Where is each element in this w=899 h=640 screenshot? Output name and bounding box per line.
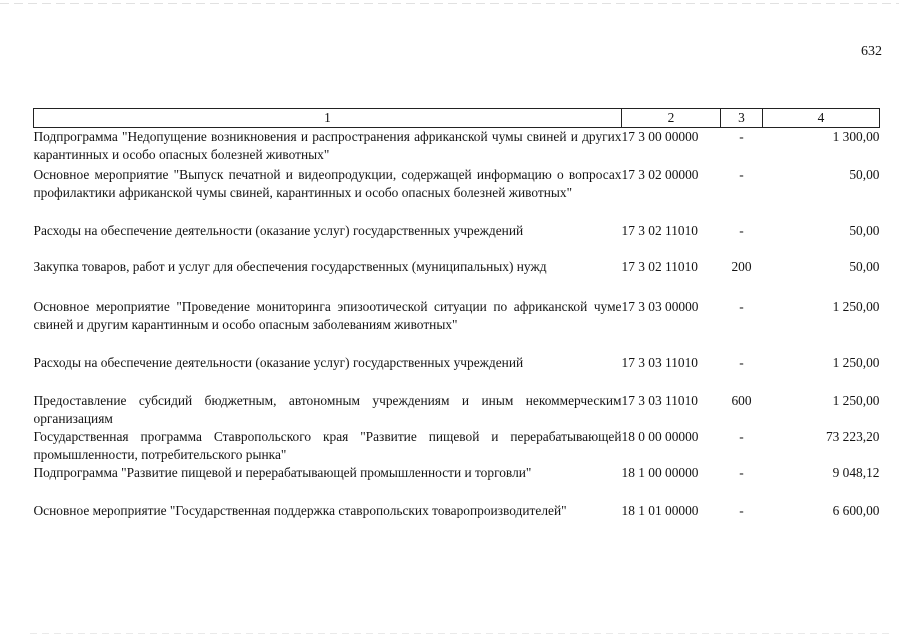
row-code: 17 3 00 00000 bbox=[621, 129, 699, 144]
row-code: 17 3 03 11010 bbox=[621, 355, 698, 370]
row-type: - bbox=[739, 355, 744, 370]
row-type: - bbox=[739, 503, 744, 518]
row-type: - bbox=[739, 167, 744, 182]
row-code: 17 3 03 00000 bbox=[621, 299, 699, 314]
row-code: 17 3 02 11010 bbox=[621, 259, 698, 274]
header-col-type: 3 bbox=[721, 109, 763, 128]
row-sum: 1 300,00 bbox=[832, 129, 880, 144]
row-name: Основное мероприятие "Проведение мониторинга эпизоотической ситуации по африканской чуме свиней и другим карантинным и особо опасным заболеваниям животных" bbox=[33, 299, 622, 332]
table-row bbox=[34, 166, 880, 222]
table-row bbox=[34, 502, 880, 538]
row-sum: 6 600,00 bbox=[832, 503, 880, 518]
row-name: Государственная программа Ставропольского края "Развитие пищевой и перерабатывающей промышленности, потребительского рынка" bbox=[33, 429, 622, 462]
row-type: - bbox=[739, 223, 744, 238]
scan-edge-bottom bbox=[30, 633, 890, 634]
row-type: - bbox=[739, 299, 744, 314]
header-col-sum: 4 bbox=[763, 109, 880, 128]
table-row bbox=[34, 298, 880, 354]
row-type: - bbox=[739, 129, 744, 144]
row-code: 18 1 00 00000 bbox=[621, 465, 699, 480]
row-name: Подпрограмма "Развитие пищевой и перерабатывающей промышленности и торговли" bbox=[33, 465, 532, 480]
table-row bbox=[34, 222, 880, 258]
row-code: 18 0 00 00000 bbox=[621, 429, 699, 444]
table-row bbox=[34, 464, 880, 502]
row-code: 18 1 01 00000 bbox=[621, 503, 699, 518]
table-row bbox=[34, 392, 880, 428]
row-sum: 50,00 bbox=[849, 259, 880, 274]
row-name: Закупка товаров, работ и услуг для обеспечения государственных (муниципальных) нужд bbox=[33, 259, 547, 274]
row-type: - bbox=[739, 429, 744, 444]
table-row bbox=[34, 354, 880, 392]
header-col-name: 1 bbox=[34, 109, 622, 128]
row-sum: 9 048,12 bbox=[832, 465, 880, 480]
scan-edge-top bbox=[0, 3, 899, 4]
table-row bbox=[34, 428, 880, 464]
header-col-code: 2 bbox=[622, 109, 721, 128]
row-name: Основное мероприятие "Государственная поддержка ставропольских товаропроизводителей" bbox=[33, 503, 567, 518]
row-name: Расходы на обеспечение деятельности (оказание услуг) государственных учреждений bbox=[33, 355, 524, 370]
row-type: 600 bbox=[731, 393, 752, 408]
table-row bbox=[34, 128, 880, 167]
row-type: - bbox=[739, 465, 744, 480]
row-sum: 1 250,00 bbox=[832, 355, 880, 370]
page-number: 632 bbox=[861, 44, 882, 59]
row-code: 17 3 02 00000 bbox=[621, 167, 699, 182]
row-code: 17 3 02 11010 bbox=[621, 223, 698, 238]
row-code: 17 3 03 11010 bbox=[621, 393, 698, 408]
row-name: Предоставление субсидий бюджетным, автономным учреждениям и иным некоммерческим организациям bbox=[33, 393, 622, 426]
row-sum: 73 223,20 bbox=[825, 429, 880, 444]
table-row bbox=[34, 258, 880, 298]
budget-table bbox=[33, 108, 880, 538]
table-header-row bbox=[34, 109, 880, 128]
row-name: Расходы на обеспечение деятельности (оказание услуг) государственных учреждений bbox=[33, 223, 524, 238]
row-sum: 50,00 bbox=[849, 223, 880, 238]
row-type: 200 bbox=[731, 259, 752, 274]
row-name: Подпрограмма "Недопущение возникновения и распространения африканской чумы свиней и других карантинных и особо опасных болезней животных" bbox=[33, 129, 622, 162]
row-name: Основное мероприятие "Выпуск печатной и видеопродукции, содержащей информацию о вопросах профилактики африканской чумы свиней, карантинных и особо опасных болезней животных" bbox=[33, 167, 622, 200]
row-sum: 1 250,00 bbox=[832, 393, 880, 408]
row-sum: 50,00 bbox=[849, 167, 880, 182]
row-sum: 1 250,00 bbox=[832, 299, 880, 314]
